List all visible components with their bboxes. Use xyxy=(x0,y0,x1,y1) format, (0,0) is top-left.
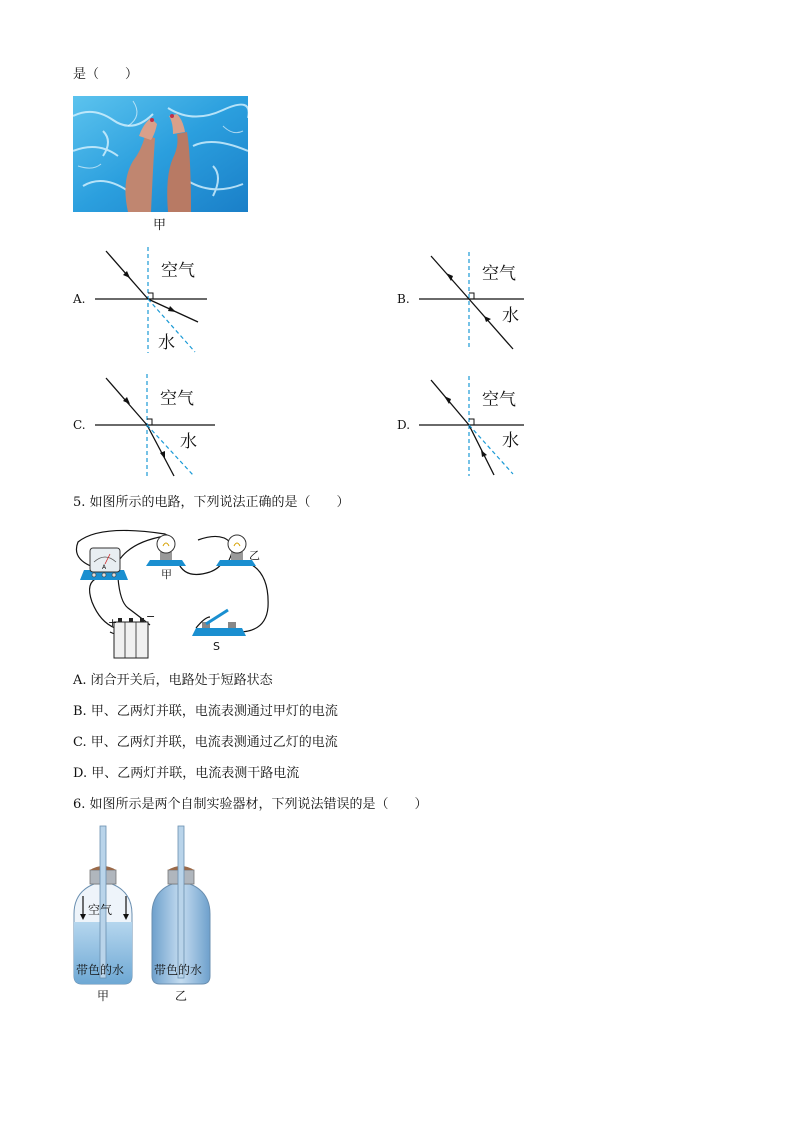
option-b-air-label: 空气 xyxy=(482,264,516,284)
liquid-label-yi: 带色的水 xyxy=(154,963,203,977)
ammeter-label: A xyxy=(102,564,107,571)
option-a-air-label: 空气 xyxy=(161,261,195,281)
option-a-diagram xyxy=(90,245,215,355)
option-d-water-label: 水 xyxy=(502,431,519,451)
switch-s xyxy=(192,610,246,653)
lamp-yi xyxy=(216,535,260,566)
lamp-jia xyxy=(146,535,186,581)
lamp-yi-label: 乙 xyxy=(249,549,260,562)
switch-label: S xyxy=(213,640,220,653)
bottle-jia xyxy=(74,826,132,1003)
photo-caption: 甲 xyxy=(153,218,167,233)
circuit-diagram xyxy=(70,522,275,667)
liquid-label-jia: 带色的水 xyxy=(76,963,125,977)
bottle-yi xyxy=(152,826,210,1003)
option-a-letter: A. xyxy=(73,292,86,306)
option-a-water-label: 水 xyxy=(158,333,175,353)
option-b-water-label: 水 xyxy=(502,306,519,326)
option-c-air-label: 空气 xyxy=(160,389,194,409)
option-d-letter: D. xyxy=(397,418,411,432)
q5-option-b: B. 甲、乙两灯并联，电流表测通过甲灯的电流 xyxy=(73,704,338,719)
q4-stem-tail: 是（ ） xyxy=(73,67,139,82)
q5-option-d: D. 甲、乙两灯并联，电流表测干路电流 xyxy=(73,766,300,781)
air-label: 空气 xyxy=(88,903,113,917)
option-c-letter: C. xyxy=(73,418,86,432)
battery xyxy=(108,610,155,658)
pool-feet-photo xyxy=(73,96,248,212)
option-d-air-label: 空气 xyxy=(482,390,516,410)
battery-plus: + xyxy=(108,616,118,629)
option-c-water-label: 水 xyxy=(180,432,197,452)
q6-stem: 6. 如图所示是两个自制实验器材，下列说法错误的是（ ） xyxy=(73,797,428,812)
q5-option-c: C. 甲、乙两灯并联，电流表测通过乙灯的电流 xyxy=(73,735,338,750)
q5-option-a: A. 闭合开关后，电路处于短路状态 xyxy=(73,673,273,688)
option-b-diagram xyxy=(414,250,539,354)
option-c-diagram xyxy=(90,372,215,478)
bottles-diagram xyxy=(70,822,220,1008)
lamp-jia-label: 甲 xyxy=(161,568,172,581)
option-d-diagram xyxy=(414,374,539,478)
battery-minus: − xyxy=(146,610,156,623)
option-b-letter: B. xyxy=(397,292,410,306)
q5-stem: 5. 如图所示的电路，下列说法正确的是（ ） xyxy=(73,495,350,510)
caption-yi: 乙 xyxy=(175,989,188,1003)
caption-jia: 甲 xyxy=(97,989,110,1003)
